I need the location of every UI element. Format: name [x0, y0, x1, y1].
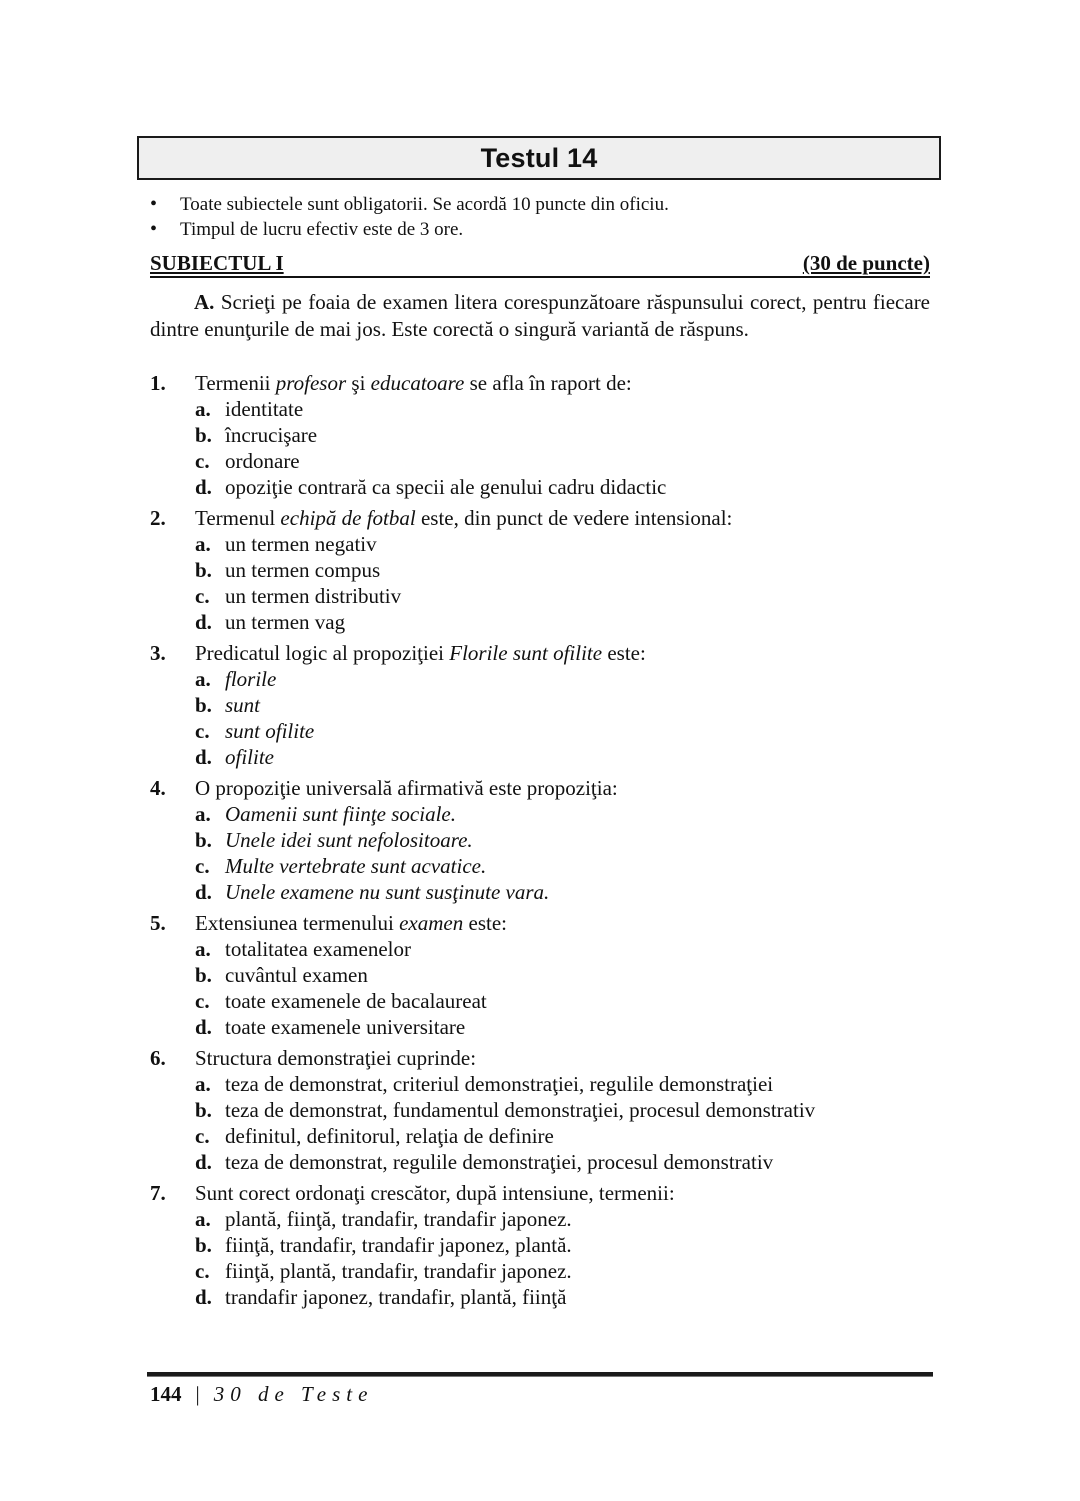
instruction-item: • Timpul de lucru efectiv este de 3 ore.: [150, 217, 930, 242]
question-term: examen: [399, 911, 464, 935]
question-term: echipă de fotbal: [280, 506, 416, 530]
question-stem: [150, 505, 930, 531]
question-item: [150, 910, 930, 1040]
option-letter: d.: [195, 610, 212, 634]
option-letter: d.: [195, 475, 212, 499]
option-text: identitate: [225, 397, 304, 421]
answer-option: [150, 531, 930, 557]
answer-option: [150, 583, 930, 609]
intro-text: Scrieţi pe foaia de examen litera corespunzătoare răspunsului corect, pentru fiecare dintre enunţurile de mai jos. Este corectă o singură variantă de răspuns.: [150, 290, 931, 341]
option-letter: c.: [195, 1259, 210, 1283]
answer-option: [150, 1284, 930, 1310]
question-stem: [150, 775, 930, 801]
options-list: [150, 531, 930, 635]
option-text: definitul, definitorul, relaţia de definire: [225, 1124, 554, 1148]
section-intro: [150, 289, 930, 343]
question-number: 6.: [150, 1046, 166, 1070]
page-number: 144: [150, 1382, 182, 1406]
options-list: [150, 936, 930, 1040]
option-text: ordonare: [225, 449, 300, 473]
answer-option: [150, 718, 930, 744]
question-text-segment: Termenii: [195, 371, 276, 395]
subject-heading: [150, 250, 930, 278]
answer-option: [150, 1014, 930, 1040]
option-text: Unele idei sunt nefolositoare.: [225, 828, 473, 852]
option-text: totalitatea examenelor: [225, 937, 411, 961]
option-text: cuvântul examen: [225, 963, 368, 987]
question-term: profesor: [275, 371, 347, 395]
option-text: florile: [225, 667, 277, 691]
option-letter: d.: [195, 1285, 212, 1309]
option-letter: b.: [195, 963, 212, 987]
options-list: [150, 801, 930, 905]
intro-label: A.: [194, 290, 215, 314]
question-text-segment: Extensiunea termenului: [195, 911, 400, 935]
option-letter: a.: [195, 667, 211, 691]
options-list: [150, 666, 930, 770]
option-letter: c.: [195, 1124, 210, 1148]
answer-option: [150, 1206, 930, 1232]
option-text: teza de demonstrat, regulile demonstraţiei, procesul demonstrativ: [225, 1150, 774, 1174]
question-text-segment: O propoziţie universală afirmativă este propoziţia:: [195, 776, 618, 800]
question-text: [195, 1180, 675, 1206]
question-text-segment: Sunt corect ordonaţi crescător, după intensiune, termenii:: [195, 1181, 675, 1205]
option-text: ofilite: [225, 745, 274, 769]
option-text: sunt: [225, 693, 261, 717]
question-stem: [150, 1180, 930, 1206]
question-stem: [150, 640, 930, 666]
option-text: trandafir japonez, trandafir, plantă, fiinţă: [225, 1285, 567, 1309]
answer-option: [150, 1232, 930, 1258]
test-title: Testul 14: [480, 142, 598, 173]
option-letter: c.: [195, 584, 210, 608]
option-letter: b.: [195, 423, 212, 447]
option-text: teza de demonstrat, criteriul demonstraţiei, regulile demonstraţiei: [225, 1072, 774, 1096]
answer-option: [150, 1071, 930, 1097]
option-letter: d.: [195, 880, 212, 904]
option-letter: b.: [195, 1098, 212, 1122]
answer-option: [150, 962, 930, 988]
option-letter: c.: [195, 989, 210, 1013]
question-stem: [150, 370, 930, 396]
question-number: 3.: [150, 641, 166, 665]
question-number: 2.: [150, 506, 166, 530]
option-letter: d.: [195, 745, 212, 769]
option-text: Oamenii sunt fiinţe sociale.: [225, 802, 456, 826]
answer-option: [150, 801, 930, 827]
question-text: [195, 505, 732, 531]
option-letter: b.: [195, 693, 212, 717]
option-text: un termen distributiv: [225, 584, 402, 608]
option-text: opoziţie contrară ca specii ale genului cadru didactic: [225, 475, 667, 499]
options-list: [150, 1071, 930, 1175]
answer-option: [150, 474, 930, 500]
question-text-segment: este:: [463, 911, 507, 935]
question-text-segment: Predicatul logic al propoziţiei: [195, 641, 450, 665]
option-text: sunt ofilite: [225, 719, 315, 743]
answer-option: [150, 744, 930, 770]
options-list: [150, 396, 930, 500]
question-stem: [150, 1045, 930, 1071]
answer-option: [150, 422, 930, 448]
answer-option: [150, 879, 930, 905]
answer-option: [150, 853, 930, 879]
answer-option: [150, 1258, 930, 1284]
option-letter: d.: [195, 1150, 212, 1174]
question-text-segment: este, din punct de vedere intensional:: [415, 506, 733, 530]
question-number: 5.: [150, 911, 166, 935]
option-text: un termen negativ: [225, 532, 377, 556]
option-text: un termen compus: [225, 558, 381, 582]
option-letter: d.: [195, 1015, 212, 1039]
questions-list: [150, 370, 930, 1315]
option-text: plantă, fiinţă, trandafir, trandafir japonez.: [225, 1207, 572, 1231]
option-letter: b.: [195, 828, 212, 852]
option-text: toate examenele universitare: [225, 1015, 466, 1039]
answer-option: [150, 988, 930, 1014]
book-title: 30 de Teste: [213, 1382, 374, 1406]
answer-option: [150, 827, 930, 853]
page-footer: [150, 1380, 373, 1408]
question-text: [195, 775, 618, 801]
question-text: [195, 370, 632, 396]
option-letter: c.: [195, 854, 210, 878]
question-text-segment: şi: [346, 371, 371, 395]
instructions-list: [150, 192, 930, 242]
answer-option: [150, 936, 930, 962]
option-letter: a.: [195, 937, 211, 961]
test-title-box: [137, 136, 941, 180]
option-letter: c.: [195, 719, 210, 743]
question-item: [150, 775, 930, 905]
subject-label: SUBIECTUL I: [150, 251, 284, 275]
footer-separator: |: [195, 1382, 200, 1406]
answer-option: [150, 1123, 930, 1149]
option-letter: a.: [195, 532, 211, 556]
answer-option: [150, 1149, 930, 1175]
option-letter: a.: [195, 1072, 211, 1096]
instruction-item: • Toate subiectele sunt obligatorii. Se acordă 10 puncte din oficiu.: [150, 192, 930, 217]
answer-option: [150, 396, 930, 422]
question-text: [195, 640, 646, 666]
answer-option: [150, 666, 930, 692]
option-text: Multe vertebrate sunt acvatice.: [225, 854, 487, 878]
question-item: [150, 640, 930, 770]
option-letter: b.: [195, 558, 212, 582]
answer-option: [150, 609, 930, 635]
question-text: [195, 910, 507, 936]
question-item: [150, 505, 930, 635]
question-stem: [150, 910, 930, 936]
question-text-segment: este:: [602, 641, 646, 665]
option-text: fiinţă, trandafir, trandafir japonez, plantă.: [225, 1233, 572, 1257]
option-letter: a.: [195, 1207, 211, 1231]
question-number: 1.: [150, 371, 166, 395]
footer-rule: [147, 1372, 933, 1376]
question-number: 4.: [150, 776, 166, 800]
question-term: educatoare: [370, 371, 465, 395]
question-text: [195, 1045, 476, 1071]
question-text-segment: se afla în raport de:: [464, 371, 632, 395]
option-text: un termen vag: [225, 610, 346, 634]
option-text: încrucişare: [225, 423, 318, 447]
answer-option: [150, 448, 930, 474]
options-list: [150, 1206, 930, 1310]
option-letter: c.: [195, 449, 210, 473]
question-term: Florile sunt ofilite: [449, 641, 603, 665]
option-letter: a.: [195, 802, 211, 826]
question-number: 7.: [150, 1181, 166, 1205]
question-item: [150, 1180, 930, 1310]
answer-option: [150, 1097, 930, 1123]
option-text: Unele examene nu sunt susţinute vara.: [225, 880, 550, 904]
question-item: [150, 370, 930, 500]
option-text: toate examenele de bacalaureat: [225, 989, 487, 1013]
option-letter: a.: [195, 397, 211, 421]
question-text-segment: Termenul: [195, 506, 281, 530]
option-letter: b.: [195, 1233, 212, 1257]
answer-option: [150, 557, 930, 583]
question-item: [150, 1045, 930, 1175]
option-text: teza de demonstrat, fundamentul demonstraţiei, procesul demonstrativ: [225, 1098, 816, 1122]
option-text: fiinţă, plantă, trandafir, trandafir japonez.: [225, 1259, 572, 1283]
subject-points: (30 de puncte): [802, 251, 930, 275]
answer-option: [150, 692, 930, 718]
question-text-segment: Structura demonstraţiei cuprinde:: [195, 1046, 477, 1070]
